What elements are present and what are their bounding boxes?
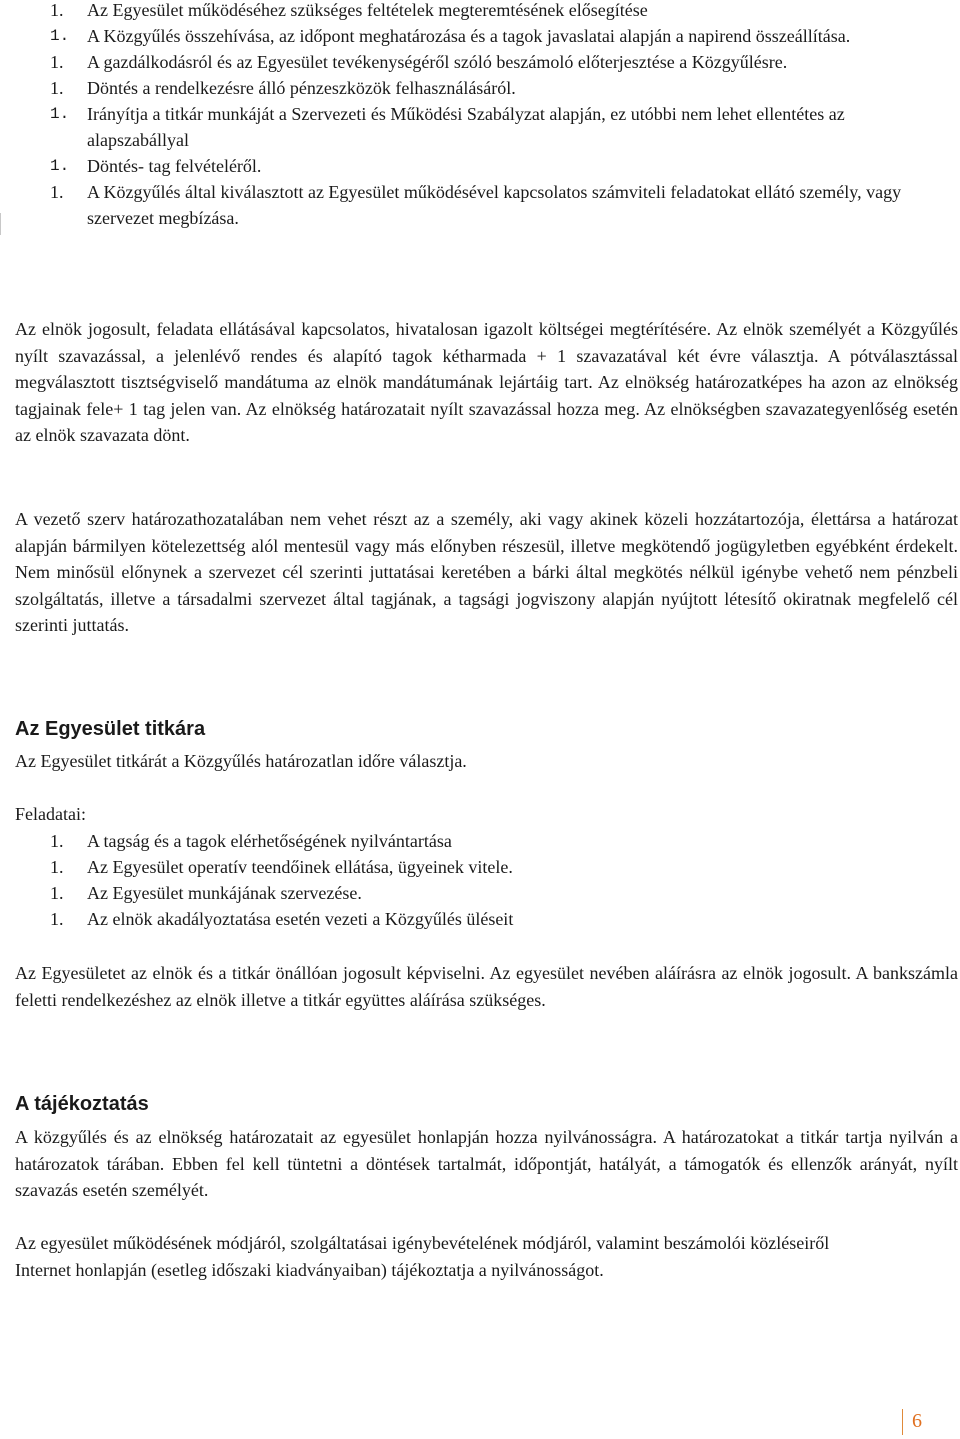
titkar-duties-list [0, 828, 960, 932]
tajekoztatas-paragraph-1: A közgyűlés és az elnökség határozatait az egyesület honlapján hozza nyilvánosságra. A határozatokat a titkár tartja nyilván a határozatok tárában. Ebben fel kell tüntetni a döntések tartalmát, időpontját, hatályát, a támogatók és ellenzők arányát, nyílt szavazás esetén személyét. [15, 1127, 958, 1201]
kepviselet-paragraph: Az Egyesületet az elnök és a titkár önállóan jogosult képviselni. Az egyesület nevében aláírásra az elnök jogosult. A bankszámla feletti rendelkezéshez az elnök illetve a titkár együttes aláírása szükséges. [15, 963, 958, 1010]
list-item [0, 880, 960, 906]
titkar-heading: Az Egyesület titkára [15, 718, 206, 740]
tajekoztatas-paragraph-2: Az egyesület működésének módjáról, szolgáltatásai igénybevételének módjáról, valamint beszámolói közléseiről Internet honlapján (esetleg időszaki kiadványaiban) tájékoztatja a nyilvánosságot. [15, 1233, 830, 1280]
list-item-text: A Közgyűlés által kiválasztott az Egyesület működésével kapcsolatos számviteli feladatokat ellátó személy, vagy szervezet megbízása. [87, 182, 902, 228]
list-item-number: 1. [50, 105, 70, 123]
list-item-number: 1. [50, 52, 64, 72]
list-item [0, 0, 960, 23]
elnok-paragraph: Az elnök jogosult, feladata ellátásával kapcsolatos, hivatalosan igazolt költségei megtérítésére. Az elnök személyét a Közgyűlés nyílt szavazással, a jelenlévő rendes és alapító tagok kétharmada + 1 szavazatával két évre választja. A pótválasztással megválasztott tisztségviselő mandátuma az elnök mandátumának lejártáig tart. Az elnökség határozatképes ha azon az elnökség tagjainak fele+ 1 tag jelen van. Az elnökség határozatait nyílt szavazással hozza meg. Az elnökségben szavazategyenlőség esetén az elnök szavazata dönt. [15, 319, 958, 446]
list-item [0, 854, 960, 880]
list-item [0, 828, 960, 854]
list-item-text: Döntés- tag felvételéről. [87, 156, 262, 176]
list-item-number: 1. [50, 883, 64, 903]
list-item-number: 1. [50, 157, 70, 175]
titkar-intro: Az Egyesület titkárát a Közgyűlés határozatlan időre választja. [15, 751, 467, 771]
list-item-number: 1. [50, 831, 64, 851]
list-item-text: A Közgyűlés összehívása, az időpont meghatározása és a tagok javaslatai alapján a napirend összeállítása. [87, 26, 851, 46]
list-item-number: 1. [50, 27, 70, 45]
list-item [0, 23, 960, 49]
list-item [0, 75, 960, 101]
list-item-number: 1. [50, 78, 64, 98]
list-item [0, 906, 960, 932]
list-item-number: 1. [50, 857, 64, 877]
list-item [0, 153, 960, 179]
list-item-text: Döntés a rendelkezésre álló pénzeszközök felhasználásáról. [87, 78, 516, 98]
list-item-text: A gazdálkodásról és az Egyesület tevékenységéről szóló beszámoló előterjesztése a Közgyűlésre. [87, 52, 788, 72]
tajekoztatas-heading: A tájékoztatás [15, 1093, 149, 1115]
list-item-text: Irányítja a titkár munkáját a Szervezeti és Működési Szabályzat alapján, ez utóbbi nem lehet ellentétes az alapszabállyal [87, 104, 845, 150]
list-item-number: 1. [50, 909, 64, 929]
list-item-number: 1. [50, 0, 64, 20]
list-item-text: A tagság és a tagok elérhetőségének nyilvántartása [87, 831, 452, 851]
list-item-text: Az elnök akadályoztatása esetén vezeti a Közgyűlés üléseit [87, 909, 514, 929]
list-item-text: Az Egyesület munkájának szervezése. [87, 883, 362, 903]
feladatai-label: Feladatai: [15, 804, 86, 824]
page-number: 6 [912, 1410, 922, 1432]
list-item-number: 1. [50, 182, 64, 202]
list-item [0, 49, 960, 75]
footer-divider [902, 1409, 903, 1435]
list-item-text: Az Egyesület operatív teendőinek ellátása, ügyeinek vitele. [87, 857, 513, 877]
list-item [0, 101, 960, 153]
list-item [0, 179, 960, 231]
margin-rule [0, 213, 1, 235]
list-item-text: Az Egyesület működéséhez szükséges feltételek megteremtésének elősegítése [87, 0, 648, 20]
elnok-duties-list [0, 0, 960, 231]
vezeto-szerv-paragraph: A vezető szerv határozathozatalában nem vehet részt az a személy, aki vagy akinek közeli hozzátartozója, élettársa a határozat alapján bármilyen kötelezettség alól mentesül vagy más előnyben részesül, illetve megkötendő jogügyletben egyébként érdekelt. Nem minősül előnynek a szervezet cél szerinti juttatásai keretében a bárki által megkötés nélkül igénybe vehető nem pénzbeli szolgáltatás, illetve a társadalmi szervezet által tagjának, a tagsági jogviszony alapján nyújtott létesítő okiratnak megfelelő cél szerinti juttatás. [15, 509, 958, 636]
